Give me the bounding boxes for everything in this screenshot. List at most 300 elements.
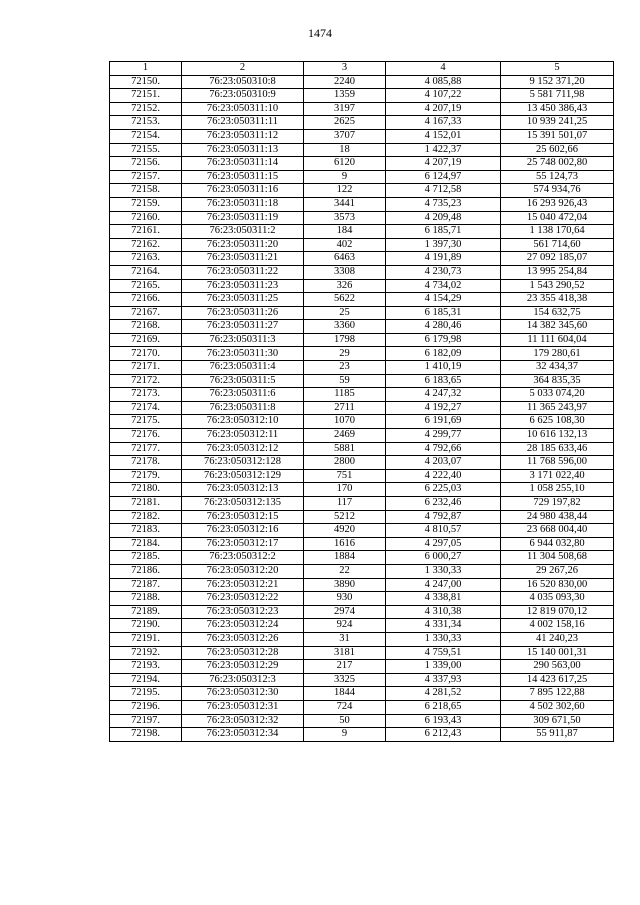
rate-cell: 4 338,81 (386, 592, 501, 606)
cadastral-number-cell: 76:23:050311:20 (182, 238, 304, 252)
table-row (110, 660, 614, 674)
table-header (110, 62, 614, 76)
cadastral-number-cell: 76:23:050312:128 (182, 456, 304, 470)
cadastral-number-cell: 76:23:050312:23 (182, 605, 304, 619)
table-row (110, 89, 614, 103)
table-row (110, 306, 614, 320)
table-row (110, 442, 614, 456)
row-number-cell: 72180. (110, 483, 182, 497)
cadastral-number-cell: 76:23:050311:13 (182, 143, 304, 157)
area-cell: 29 (304, 347, 386, 361)
column-header-2: 2 (182, 62, 304, 76)
area-cell: 18 (304, 143, 386, 157)
rate-cell: 4 152,01 (386, 129, 501, 143)
value-cell: 14 423 617,25 (501, 673, 614, 687)
area-cell: 50 (304, 714, 386, 728)
table-body (110, 75, 614, 741)
value-cell: 7 895 122,88 (501, 687, 614, 701)
value-cell: 25 602,66 (501, 143, 614, 157)
value-cell: 29 267,26 (501, 564, 614, 578)
rate-cell: 4 230,73 (386, 265, 501, 279)
rate-cell: 4 085,88 (386, 75, 501, 89)
row-number-cell: 72198. (110, 728, 182, 742)
row-number-cell: 72188. (110, 592, 182, 606)
area-cell: 3197 (304, 102, 386, 116)
rate-cell: 1 330,33 (386, 564, 501, 578)
cadastral-number-cell: 76:23:050311:22 (182, 265, 304, 279)
table-row (110, 483, 614, 497)
value-cell: 5 033 074,20 (501, 388, 614, 402)
value-cell: 4 035 093,30 (501, 592, 614, 606)
area-cell: 2240 (304, 75, 386, 89)
cadastral-number-cell: 76:23:050312:22 (182, 592, 304, 606)
area-cell: 9 (304, 170, 386, 184)
table-row (110, 293, 614, 307)
value-cell: 23 668 004,40 (501, 524, 614, 538)
area-cell: 3181 (304, 646, 386, 660)
area-cell: 724 (304, 700, 386, 714)
rate-cell: 6 124,97 (386, 170, 501, 184)
value-cell: 28 185 633,46 (501, 442, 614, 456)
value-cell: 11 768 596,00 (501, 456, 614, 470)
rate-cell: 4 191,89 (386, 252, 501, 266)
area-cell: 217 (304, 660, 386, 674)
row-number-cell: 72183. (110, 524, 182, 538)
area-cell: 3360 (304, 320, 386, 334)
table-row (110, 401, 614, 415)
row-number-cell: 72164. (110, 265, 182, 279)
rate-cell: 4 107,22 (386, 89, 501, 103)
cadastral-number-cell: 76:23:050311:3 (182, 333, 304, 347)
value-cell: 15 140 001,31 (501, 646, 614, 660)
row-number-cell: 72154. (110, 129, 182, 143)
table-row (110, 116, 614, 130)
cadastral-number-cell: 76:23:050312:20 (182, 564, 304, 578)
row-number-cell: 72169. (110, 333, 182, 347)
header-row (110, 62, 614, 76)
column-header-3: 3 (304, 62, 386, 76)
value-cell: 5 581 711,98 (501, 89, 614, 103)
table-row (110, 265, 614, 279)
table-row (110, 415, 614, 429)
table-row (110, 211, 614, 225)
rate-cell: 6 193,43 (386, 714, 501, 728)
rate-cell: 4 281,52 (386, 687, 501, 701)
cadastral-number-cell: 76:23:050312:28 (182, 646, 304, 660)
table-row (110, 728, 614, 742)
table-row (110, 252, 614, 266)
table-row (110, 129, 614, 143)
cadastral-number-cell: 76:23:050311:25 (182, 293, 304, 307)
cadastral-number-cell: 76:23:050311:8 (182, 401, 304, 415)
table-row (110, 619, 614, 633)
rate-cell: 4 712,58 (386, 184, 501, 198)
row-number-cell: 72191. (110, 632, 182, 646)
cadastral-number-cell: 76:23:050312:30 (182, 687, 304, 701)
rate-cell: 6 218,65 (386, 700, 501, 714)
row-number-cell: 72174. (110, 401, 182, 415)
table-row (110, 184, 614, 198)
table-row (110, 510, 614, 524)
row-number-cell: 72190. (110, 619, 182, 633)
area-cell: 1070 (304, 415, 386, 429)
rate-cell: 1 422,37 (386, 143, 501, 157)
row-number-cell: 72171. (110, 361, 182, 375)
cadastral-number-cell: 76:23:050311:26 (182, 306, 304, 320)
row-number-cell: 72184. (110, 537, 182, 551)
cadastral-number-cell: 76:23:050311:11 (182, 116, 304, 130)
table-row (110, 361, 614, 375)
table-row (110, 524, 614, 538)
value-cell: 364 835,35 (501, 374, 614, 388)
table-row (110, 497, 614, 511)
row-number-cell: 72194. (110, 673, 182, 687)
rate-cell: 4 209,48 (386, 211, 501, 225)
cadastral-number-cell: 76:23:050311:2 (182, 225, 304, 239)
cadastral-number-cell: 76:23:050310:9 (182, 89, 304, 103)
row-number-cell: 72168. (110, 320, 182, 334)
area-cell: 4920 (304, 524, 386, 538)
cadastral-number-cell: 76:23:050311:14 (182, 157, 304, 171)
row-number-cell: 72170. (110, 347, 182, 361)
row-number-cell: 72165. (110, 279, 182, 293)
area-cell: 326 (304, 279, 386, 293)
value-cell: 15 391 501,07 (501, 129, 614, 143)
area-cell: 117 (304, 497, 386, 511)
area-cell: 3325 (304, 673, 386, 687)
cadastral-number-cell: 76:23:050311:27 (182, 320, 304, 334)
rate-cell: 6 185,31 (386, 306, 501, 320)
cadastral-number-cell: 76:23:050312:16 (182, 524, 304, 538)
cadastral-number-cell: 76:23:050312:24 (182, 619, 304, 633)
cadastral-number-cell: 76:23:050312:10 (182, 415, 304, 429)
table-row (110, 429, 614, 443)
value-cell: 11 304 508,68 (501, 551, 614, 565)
table-row (110, 714, 614, 728)
row-number-cell: 72197. (110, 714, 182, 728)
cadastral-number-cell: 76:23:050311:10 (182, 102, 304, 116)
table-row (110, 469, 614, 483)
cadastral-number-cell: 76:23:050312:135 (182, 497, 304, 511)
column-header-1: 1 (110, 62, 182, 76)
rate-cell: 4 337,93 (386, 673, 501, 687)
value-cell: 14 382 345,60 (501, 320, 614, 334)
area-cell: 170 (304, 483, 386, 497)
table-row (110, 687, 614, 701)
value-cell: 290 563,00 (501, 660, 614, 674)
table-row (110, 197, 614, 211)
table-row (110, 143, 614, 157)
cadastral-number-cell: 76:23:050312:15 (182, 510, 304, 524)
cadastral-number-cell: 76:23:050312:13 (182, 483, 304, 497)
rate-cell: 6 182,09 (386, 347, 501, 361)
rate-cell: 1 397,30 (386, 238, 501, 252)
area-cell: 5881 (304, 442, 386, 456)
value-cell: 729 197,82 (501, 497, 614, 511)
value-cell: 179 280,61 (501, 347, 614, 361)
cadastral-number-cell: 76:23:050312:129 (182, 469, 304, 483)
area-cell: 930 (304, 592, 386, 606)
table-row (110, 537, 614, 551)
area-cell: 402 (304, 238, 386, 252)
cadastral-number-cell: 76:23:050311:21 (182, 252, 304, 266)
row-number-cell: 72195. (110, 687, 182, 701)
value-cell: 154 632,75 (501, 306, 614, 320)
area-cell: 1884 (304, 551, 386, 565)
cadastral-number-cell: 76:23:050312:32 (182, 714, 304, 728)
area-cell: 3308 (304, 265, 386, 279)
value-cell: 27 092 185,07 (501, 252, 614, 266)
rate-cell: 4 222,40 (386, 469, 501, 483)
row-number-cell: 72157. (110, 170, 182, 184)
area-cell: 5212 (304, 510, 386, 524)
rate-cell: 4 792,66 (386, 442, 501, 456)
row-number-cell: 72181. (110, 497, 182, 511)
area-cell: 9 (304, 728, 386, 742)
cadastral-number-cell: 76:23:050311:5 (182, 374, 304, 388)
value-cell: 12 819 070,12 (501, 605, 614, 619)
area-cell: 1185 (304, 388, 386, 402)
rate-cell: 4 297,05 (386, 537, 501, 551)
cadastral-number-cell: 76:23:050312:29 (182, 660, 304, 674)
row-number-cell: 72179. (110, 469, 182, 483)
area-cell: 1798 (304, 333, 386, 347)
cadastral-number-cell: 76:23:050312:3 (182, 673, 304, 687)
rate-cell: 1 330,33 (386, 632, 501, 646)
value-cell: 11 111 604,04 (501, 333, 614, 347)
row-number-cell: 72178. (110, 456, 182, 470)
value-cell: 561 714,60 (501, 238, 614, 252)
value-cell: 6 625 108,30 (501, 415, 614, 429)
cadastral-number-cell: 76:23:050311:19 (182, 211, 304, 225)
cadastral-number-cell: 76:23:050312:17 (182, 537, 304, 551)
area-cell: 23 (304, 361, 386, 375)
area-cell: 22 (304, 564, 386, 578)
rate-cell: 6 225,03 (386, 483, 501, 497)
page-number: 1474 (308, 26, 332, 40)
table-row (110, 238, 614, 252)
value-cell: 41 240,23 (501, 632, 614, 646)
table-row (110, 75, 614, 89)
table-row (110, 592, 614, 606)
rate-cell: 6 185,71 (386, 225, 501, 239)
rate-cell: 4 735,23 (386, 197, 501, 211)
area-cell: 2800 (304, 456, 386, 470)
rate-cell: 6 212,43 (386, 728, 501, 742)
rate-cell: 4 734,02 (386, 279, 501, 293)
row-number-cell: 72192. (110, 646, 182, 660)
rate-cell: 6 191,69 (386, 415, 501, 429)
table-row (110, 320, 614, 334)
cadastral-number-cell: 76:23:050311:15 (182, 170, 304, 184)
rate-cell: 4 792,87 (386, 510, 501, 524)
area-cell: 2711 (304, 401, 386, 415)
value-cell: 55 124,73 (501, 170, 614, 184)
area-cell: 184 (304, 225, 386, 239)
cadastral-number-cell: 76:23:050312:21 (182, 578, 304, 592)
cadastral-number-cell: 76:23:050312:12 (182, 442, 304, 456)
column-header-4: 4 (386, 62, 501, 76)
value-cell: 1 138 170,64 (501, 225, 614, 239)
value-cell: 4 502 302,60 (501, 700, 614, 714)
rate-cell: 6 000,27 (386, 551, 501, 565)
value-cell: 4 002 158,16 (501, 619, 614, 633)
rate-cell: 4 207,19 (386, 102, 501, 116)
row-number-cell: 72155. (110, 143, 182, 157)
value-cell: 10 939 241,25 (501, 116, 614, 130)
row-number-cell: 72193. (110, 660, 182, 674)
area-cell: 3441 (304, 197, 386, 211)
table-row (110, 551, 614, 565)
area-cell: 3890 (304, 578, 386, 592)
value-cell: 32 434,37 (501, 361, 614, 375)
row-number-cell: 72182. (110, 510, 182, 524)
value-cell: 1 543 290,52 (501, 279, 614, 293)
value-cell: 10 616 132,13 (501, 429, 614, 443)
row-number-cell: 72161. (110, 225, 182, 239)
cadastral-number-cell: 76:23:050311:18 (182, 197, 304, 211)
value-cell: 25 748 002,80 (501, 157, 614, 171)
area-cell: 924 (304, 619, 386, 633)
row-number-cell: 72186. (110, 564, 182, 578)
table-row (110, 673, 614, 687)
table-row (110, 225, 614, 239)
row-number-cell: 72151. (110, 89, 182, 103)
rate-cell: 4 280,46 (386, 320, 501, 334)
table-row (110, 605, 614, 619)
value-cell: 16 520 830,00 (501, 578, 614, 592)
area-cell: 2469 (304, 429, 386, 443)
cadastral-number-cell: 76:23:050312:11 (182, 429, 304, 443)
row-number-cell: 72176. (110, 429, 182, 443)
row-number-cell: 72160. (110, 211, 182, 225)
value-cell: 13 450 386,43 (501, 102, 614, 116)
rate-cell: 4 203,07 (386, 456, 501, 470)
rate-cell: 4 299,77 (386, 429, 501, 443)
cadastral-number-cell: 76:23:050312:34 (182, 728, 304, 742)
row-number-cell: 72162. (110, 238, 182, 252)
rate-cell: 4 192,27 (386, 401, 501, 415)
value-cell: 24 980 438,44 (501, 510, 614, 524)
row-number-cell: 72152. (110, 102, 182, 116)
cadastral-number-cell: 76:23:050312:31 (182, 700, 304, 714)
value-cell: 309 671,50 (501, 714, 614, 728)
table-row (110, 102, 614, 116)
row-number-cell: 72172. (110, 374, 182, 388)
value-cell: 11 365 243,97 (501, 401, 614, 415)
value-cell: 1 058 255,10 (501, 483, 614, 497)
rate-cell: 6 179,98 (386, 333, 501, 347)
cadastral-number-cell: 76:23:050310:8 (182, 75, 304, 89)
row-number-cell: 72150. (110, 75, 182, 89)
rate-cell: 6 183,65 (386, 374, 501, 388)
column-header-5: 5 (501, 62, 614, 76)
value-cell: 15 040 472,04 (501, 211, 614, 225)
rate-cell: 4 247,00 (386, 578, 501, 592)
cadastral-number-cell: 76:23:050312:2 (182, 551, 304, 565)
row-number-cell: 72167. (110, 306, 182, 320)
table-row (110, 347, 614, 361)
row-number-cell: 72166. (110, 293, 182, 307)
row-number-cell: 72189. (110, 605, 182, 619)
row-number-cell: 72159. (110, 197, 182, 211)
rate-cell: 6 232,46 (386, 497, 501, 511)
registry-table (109, 61, 614, 742)
table-row (110, 578, 614, 592)
area-cell: 1616 (304, 537, 386, 551)
rate-cell: 4 207,19 (386, 157, 501, 171)
table-row (110, 170, 614, 184)
table-row (110, 279, 614, 293)
rate-cell: 4 247,32 (386, 388, 501, 402)
rate-cell: 4 810,57 (386, 524, 501, 538)
value-cell: 9 152 371,20 (501, 75, 614, 89)
area-cell: 1844 (304, 687, 386, 701)
area-cell: 3707 (304, 129, 386, 143)
cadastral-number-cell: 76:23:050312:26 (182, 632, 304, 646)
cadastral-number-cell: 76:23:050311:6 (182, 388, 304, 402)
row-number-cell: 72153. (110, 116, 182, 130)
value-cell: 6 944 032,80 (501, 537, 614, 551)
rate-cell: 4 310,38 (386, 605, 501, 619)
rate-cell: 4 759,51 (386, 646, 501, 660)
rate-cell: 4 154,29 (386, 293, 501, 307)
rate-cell: 4 331,34 (386, 619, 501, 633)
row-number-cell: 72175. (110, 415, 182, 429)
table-row (110, 646, 614, 660)
area-cell: 2974 (304, 605, 386, 619)
table-row (110, 564, 614, 578)
area-cell: 31 (304, 632, 386, 646)
row-number-cell: 72173. (110, 388, 182, 402)
row-number-cell: 72196. (110, 700, 182, 714)
table-row (110, 333, 614, 347)
area-cell: 3573 (304, 211, 386, 225)
row-number-cell: 72177. (110, 442, 182, 456)
rate-cell: 4 167,33 (386, 116, 501, 130)
value-cell: 55 911,87 (501, 728, 614, 742)
table-row (110, 374, 614, 388)
cadastral-number-cell: 76:23:050311:4 (182, 361, 304, 375)
row-number-cell: 72156. (110, 157, 182, 171)
area-cell: 6463 (304, 252, 386, 266)
row-number-cell: 72158. (110, 184, 182, 198)
table-row (110, 388, 614, 402)
row-number-cell: 72163. (110, 252, 182, 266)
value-cell: 23 355 418,38 (501, 293, 614, 307)
cadastral-number-cell: 76:23:050311:12 (182, 129, 304, 143)
value-cell: 574 934,76 (501, 184, 614, 198)
row-number-cell: 72187. (110, 578, 182, 592)
cadastral-number-cell: 76:23:050311:30 (182, 347, 304, 361)
area-cell: 1359 (304, 89, 386, 103)
rate-cell: 1 410,19 (386, 361, 501, 375)
cadastral-number-cell: 76:23:050311:23 (182, 279, 304, 293)
value-cell: 13 995 254,84 (501, 265, 614, 279)
table-row (110, 700, 614, 714)
area-cell: 59 (304, 374, 386, 388)
table-row (110, 632, 614, 646)
area-cell: 2625 (304, 116, 386, 130)
row-number-cell: 72185. (110, 551, 182, 565)
area-cell: 751 (304, 469, 386, 483)
cadastral-number-cell: 76:23:050311:16 (182, 184, 304, 198)
table-row (110, 456, 614, 470)
area-cell: 25 (304, 306, 386, 320)
area-cell: 122 (304, 184, 386, 198)
table-row (110, 157, 614, 171)
area-cell: 6120 (304, 157, 386, 171)
